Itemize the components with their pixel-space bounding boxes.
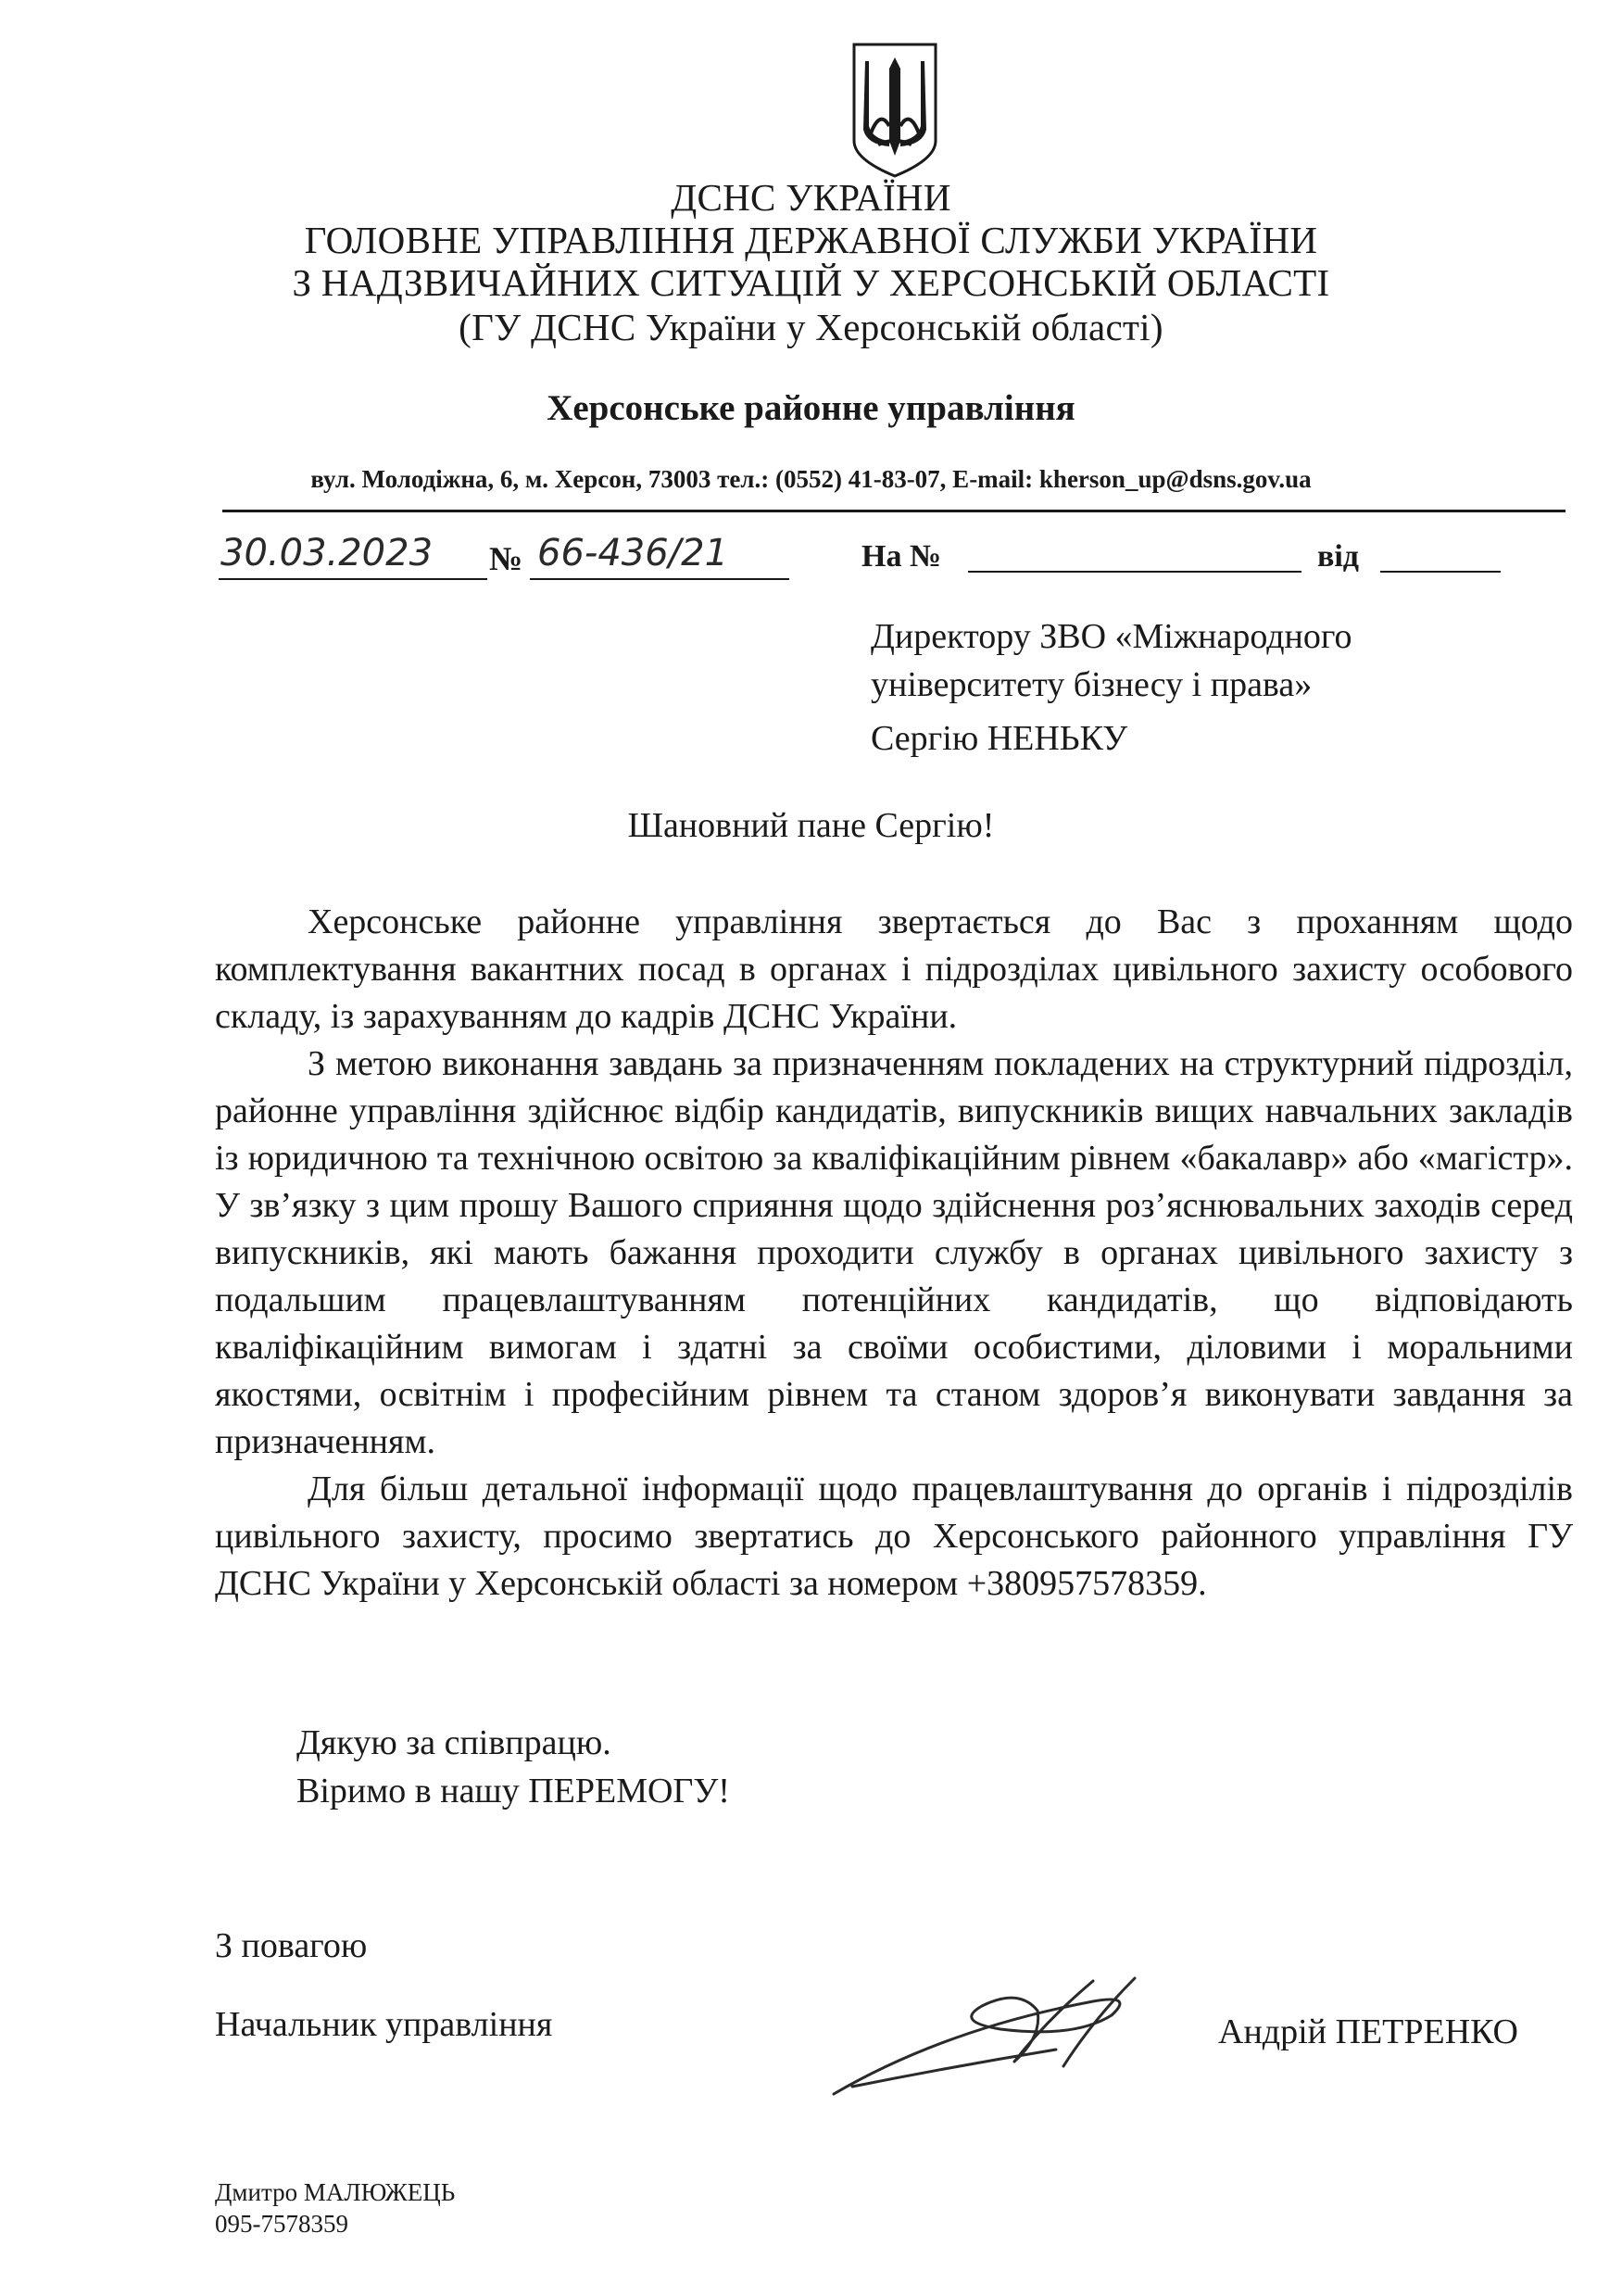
body-paragraph-2: З метою виконання завдань за призначенням покладених на структурний підрозділ, районне управління здійснює відбір кандидатів, випускників вищих навчальних закладів із юридичною та технічною освітою за кваліфікаційним рівнем «бакалавр» або «магістр». У зв’язку з цим прошу Вашого сприяння щодо здійснення роз’яснювальних заходів серед випускників, які мають бажання проходити службу в органах цивільного захисту з подальшим працевлаштуванням потенційних кандидатів, що відповідають кваліфікаційним вимогам і здатні за своїми особистими, діловими і моральними якостями, освітнім і професійним рівнем та станом здоров’я виконувати завдання за призначенням. [215, 1044, 1573, 1461]
header-line-3: З НАДЗВИЧАЙНИХ СИТУАЦІЙ У ХЕРСОНСЬКІЙ ОБЛАСТІ [292, 261, 1330, 304]
date-underline [219, 578, 487, 580]
addressee-line-1: Директору ЗВО «Міжнародного [871, 617, 1352, 656]
body-paragraph-3: Для більш детальної інформації щодо працевлаштування до органів і підрозділів цивільного захисту, просимо звертатись до Херсонського районного управління ГУ ДСНС України у Херсонській області за номером +380957578359. [215, 1470, 1573, 1603]
header-divider [222, 510, 1565, 512]
handwritten-signature [815, 1964, 1167, 2103]
addressee-line-3: Сергію НЕНЬКУ [871, 719, 1128, 758]
executor-name: Дмитро МАЛЮЖЕЦЬ [215, 2178, 456, 2206]
closing-line-2: Віримо в нашу ПЕРЕМОГУ! [296, 1772, 730, 1810]
signatory-name: Андрій ПЕТРЕНКО [1218, 2012, 1519, 2051]
reply-date-label: від [1317, 539, 1360, 574]
reply-date-line [1380, 571, 1501, 573]
executor-phone: 095-7578359 [215, 2210, 348, 2238]
signatory-position: Начальник управління [215, 2005, 553, 2044]
reply-number-line [968, 571, 1301, 573]
coat-of-arms-icon [850, 41, 939, 180]
department-address: вул. Молодіжна, 6, м. Херсон, 73003 тел.: (0552) 41-83-07, E-mail: kherson_up@dsns.gov.ua [310, 465, 1312, 493]
registration-number-label: № [489, 540, 523, 577]
header-line-4: (ГУ ДСНС України у Херсонській області) [459, 306, 1163, 348]
reply-number-label: На № [861, 539, 942, 574]
department-title: Херсонське районне управління [547, 388, 1075, 428]
regards: З повагою [215, 1926, 368, 1965]
registration-date: 30.03.2023 [220, 532, 434, 574]
letter-body [215, 899, 1573, 1608]
header-line-2: ГОЛОВНЕ УПРАВЛІННЯ ДЕРЖАВНОЇ СЛУЖБИ УКРАЇНИ [304, 219, 1318, 261]
salutation: Шановний пане Сергію! [627, 806, 995, 845]
addressee-line-2: університету бізнесу і права» [871, 665, 1313, 704]
registration-number: 66-436/21 [537, 532, 729, 574]
body-paragraph-1: Херсонське районне управління звертається до Вас з проханням щодо комплектування вакантних посад в органах і підрозділах цивільного захисту особового складу, із зарахуванням до кадрів ДСНС України. [215, 902, 1573, 1036]
header-line-1: ДСНС УКРАЇНИ [671, 176, 951, 219]
number-underline [530, 578, 789, 580]
closing-line-1: Дякую за співпрацю. [296, 1723, 611, 1762]
